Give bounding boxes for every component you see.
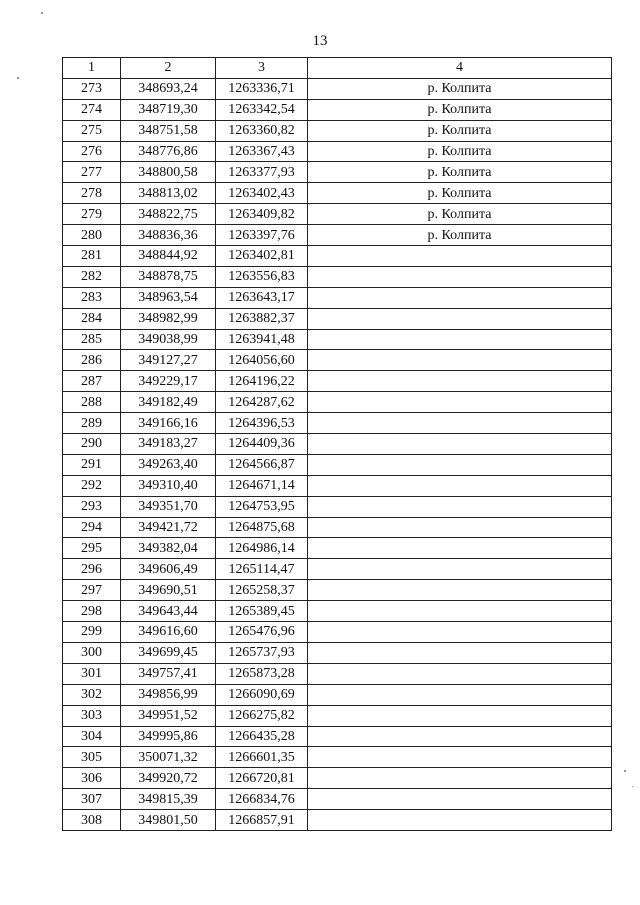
description-cell bbox=[308, 726, 612, 747]
table-row bbox=[63, 308, 612, 329]
description-cell bbox=[308, 246, 612, 267]
x-coordinate-cell: 349801,50 bbox=[121, 810, 216, 831]
description-cell bbox=[308, 434, 612, 455]
y-coordinate-cell: 1265476,96 bbox=[216, 622, 308, 643]
description-cell bbox=[308, 329, 612, 350]
description-cell bbox=[308, 496, 612, 517]
y-coordinate-cell: 1263342,54 bbox=[216, 99, 308, 120]
y-coordinate-cell: 1266834,76 bbox=[216, 789, 308, 810]
point-number-cell: 292 bbox=[63, 475, 121, 496]
y-coordinate-cell: 1265873,28 bbox=[216, 663, 308, 684]
y-coordinate-cell: 1264671,14 bbox=[216, 475, 308, 496]
table-row bbox=[63, 496, 612, 517]
y-coordinate-cell: 1263556,83 bbox=[216, 266, 308, 287]
point-number-cell: 278 bbox=[63, 183, 121, 204]
table-row bbox=[63, 413, 612, 434]
x-coordinate-cell: 349421,72 bbox=[121, 517, 216, 538]
y-coordinate-cell: 1266435,28 bbox=[216, 726, 308, 747]
x-coordinate-cell: 350071,32 bbox=[121, 747, 216, 768]
description-cell bbox=[308, 642, 612, 663]
y-coordinate-cell: 1266275,82 bbox=[216, 705, 308, 726]
table-row bbox=[63, 78, 612, 99]
point-number-cell: 276 bbox=[63, 141, 121, 162]
table-row bbox=[63, 726, 612, 747]
x-coordinate-cell: 348776,86 bbox=[121, 141, 216, 162]
description-cell bbox=[308, 684, 612, 705]
description-cell bbox=[308, 538, 612, 559]
description-cell bbox=[308, 559, 612, 580]
coordinates-table-container bbox=[62, 57, 612, 831]
point-number-cell: 305 bbox=[63, 747, 121, 768]
description-cell bbox=[308, 705, 612, 726]
table-row bbox=[63, 580, 612, 601]
y-coordinate-cell: 1265737,93 bbox=[216, 642, 308, 663]
x-coordinate-cell: 349815,39 bbox=[121, 789, 216, 810]
y-coordinate-cell: 1263882,37 bbox=[216, 308, 308, 329]
x-coordinate-cell: 348693,24 bbox=[121, 78, 216, 99]
x-coordinate-cell: 349263,40 bbox=[121, 454, 216, 475]
x-coordinate-cell: 349183,27 bbox=[121, 434, 216, 455]
x-coordinate-cell: 348844,92 bbox=[121, 246, 216, 267]
point-number-cell: 275 bbox=[63, 120, 121, 141]
description-cell: р. Колпита bbox=[308, 120, 612, 141]
description-cell bbox=[308, 475, 612, 496]
y-coordinate-cell: 1264566,87 bbox=[216, 454, 308, 475]
x-coordinate-cell: 348751,58 bbox=[121, 120, 216, 141]
point-number-cell: 273 bbox=[63, 78, 121, 99]
point-number-cell: 284 bbox=[63, 308, 121, 329]
table-row bbox=[63, 663, 612, 684]
point-number-cell: 291 bbox=[63, 454, 121, 475]
point-number-cell: 307 bbox=[63, 789, 121, 810]
point-number-cell: 308 bbox=[63, 810, 121, 831]
y-coordinate-cell: 1263409,82 bbox=[216, 204, 308, 225]
table-row bbox=[63, 287, 612, 308]
x-coordinate-cell: 349382,04 bbox=[121, 538, 216, 559]
point-number-cell: 301 bbox=[63, 663, 121, 684]
x-coordinate-cell: 349166,16 bbox=[121, 413, 216, 434]
y-coordinate-cell: 1263367,43 bbox=[216, 141, 308, 162]
table-body bbox=[63, 78, 612, 830]
table-row bbox=[63, 538, 612, 559]
x-coordinate-cell: 349643,44 bbox=[121, 601, 216, 622]
table-header-row bbox=[63, 58, 612, 79]
point-number-cell: 279 bbox=[63, 204, 121, 225]
y-coordinate-cell: 1266090,69 bbox=[216, 684, 308, 705]
x-coordinate-cell: 349699,45 bbox=[121, 642, 216, 663]
point-number-cell: 294 bbox=[63, 517, 121, 538]
table-row bbox=[63, 559, 612, 580]
description-cell bbox=[308, 768, 612, 789]
table-row bbox=[63, 622, 612, 643]
point-number-cell: 283 bbox=[63, 287, 121, 308]
x-coordinate-cell: 349757,41 bbox=[121, 663, 216, 684]
point-number-cell: 289 bbox=[63, 413, 121, 434]
y-coordinate-cell: 1263402,43 bbox=[216, 183, 308, 204]
y-coordinate-cell: 1265389,45 bbox=[216, 601, 308, 622]
description-cell bbox=[308, 287, 612, 308]
description-cell bbox=[308, 392, 612, 413]
y-coordinate-cell: 1265114,47 bbox=[216, 559, 308, 580]
y-coordinate-cell: 1263336,71 bbox=[216, 78, 308, 99]
table-row bbox=[63, 517, 612, 538]
x-coordinate-cell: 348836,36 bbox=[121, 225, 216, 246]
x-coordinate-cell: 348822,75 bbox=[121, 204, 216, 225]
y-coordinate-cell: 1263941,48 bbox=[216, 329, 308, 350]
table-row bbox=[63, 789, 612, 810]
x-coordinate-cell: 349856,99 bbox=[121, 684, 216, 705]
description-cell bbox=[308, 517, 612, 538]
x-coordinate-cell: 349310,40 bbox=[121, 475, 216, 496]
y-coordinate-cell: 1264196,22 bbox=[216, 371, 308, 392]
point-number-cell: 290 bbox=[63, 434, 121, 455]
x-coordinate-cell: 349616,60 bbox=[121, 622, 216, 643]
table-row bbox=[63, 705, 612, 726]
x-coordinate-cell: 348800,58 bbox=[121, 162, 216, 183]
y-coordinate-cell: 1264056,60 bbox=[216, 350, 308, 371]
description-cell: р. Колпита bbox=[308, 162, 612, 183]
x-coordinate-cell: 348982,99 bbox=[121, 308, 216, 329]
description-cell bbox=[308, 580, 612, 601]
y-coordinate-cell: 1265258,37 bbox=[216, 580, 308, 601]
x-coordinate-cell: 349995,86 bbox=[121, 726, 216, 747]
point-number-cell: 304 bbox=[63, 726, 121, 747]
description-cell bbox=[308, 622, 612, 643]
description-cell bbox=[308, 747, 612, 768]
table-row bbox=[63, 183, 612, 204]
description-cell bbox=[308, 454, 612, 475]
x-coordinate-cell: 349182,49 bbox=[121, 392, 216, 413]
point-number-cell: 300 bbox=[63, 642, 121, 663]
description-cell bbox=[308, 308, 612, 329]
table-row bbox=[63, 642, 612, 663]
point-number-cell: 295 bbox=[63, 538, 121, 559]
description-cell bbox=[308, 350, 612, 371]
x-coordinate-cell: 349351,70 bbox=[121, 496, 216, 517]
y-coordinate-cell: 1264986,14 bbox=[216, 538, 308, 559]
y-coordinate-cell: 1263402,81 bbox=[216, 246, 308, 267]
description-cell: р. Колпита bbox=[308, 78, 612, 99]
description-cell bbox=[308, 789, 612, 810]
x-coordinate-cell: 349038,99 bbox=[121, 329, 216, 350]
table-row bbox=[63, 350, 612, 371]
y-coordinate-cell: 1263360,82 bbox=[216, 120, 308, 141]
header-col-3: 3 bbox=[216, 58, 308, 79]
table-row bbox=[63, 601, 612, 622]
point-number-cell: 303 bbox=[63, 705, 121, 726]
table-row bbox=[63, 475, 612, 496]
description-cell: р. Колпита bbox=[308, 141, 612, 162]
description-cell bbox=[308, 413, 612, 434]
description-cell: р. Колпита bbox=[308, 183, 612, 204]
table-row bbox=[63, 329, 612, 350]
table-row bbox=[63, 162, 612, 183]
table-row bbox=[63, 141, 612, 162]
description-cell bbox=[308, 266, 612, 287]
description-cell bbox=[308, 371, 612, 392]
description-cell: р. Колпита bbox=[308, 204, 612, 225]
table-row bbox=[63, 246, 612, 267]
header-col-4: 4 bbox=[308, 58, 612, 79]
x-coordinate-cell: 349127,27 bbox=[121, 350, 216, 371]
table-row bbox=[63, 684, 612, 705]
table-row bbox=[63, 810, 612, 831]
point-number-cell: 293 bbox=[63, 496, 121, 517]
table-row bbox=[63, 434, 612, 455]
y-coordinate-cell: 1264753,95 bbox=[216, 496, 308, 517]
y-coordinate-cell: 1264287,62 bbox=[216, 392, 308, 413]
x-coordinate-cell: 349690,51 bbox=[121, 580, 216, 601]
description-cell: р. Колпита bbox=[308, 225, 612, 246]
table-row bbox=[63, 225, 612, 246]
description-cell: р. Колпита bbox=[308, 99, 612, 120]
point-number-cell: 302 bbox=[63, 684, 121, 705]
point-number-cell: 288 bbox=[63, 392, 121, 413]
table-row bbox=[63, 266, 612, 287]
y-coordinate-cell: 1264396,53 bbox=[216, 413, 308, 434]
table-row bbox=[63, 120, 612, 141]
point-number-cell: 286 bbox=[63, 350, 121, 371]
x-coordinate-cell: 349229,17 bbox=[121, 371, 216, 392]
x-coordinate-cell: 349920,72 bbox=[121, 768, 216, 789]
point-number-cell: 298 bbox=[63, 601, 121, 622]
x-coordinate-cell: 348878,75 bbox=[121, 266, 216, 287]
point-number-cell: 277 bbox=[63, 162, 121, 183]
description-cell bbox=[308, 601, 612, 622]
x-coordinate-cell: 348963,54 bbox=[121, 287, 216, 308]
table-row bbox=[63, 371, 612, 392]
point-number-cell: 299 bbox=[63, 622, 121, 643]
x-coordinate-cell: 348813,02 bbox=[121, 183, 216, 204]
y-coordinate-cell: 1264875,68 bbox=[216, 517, 308, 538]
description-cell bbox=[308, 810, 612, 831]
point-number-cell: 281 bbox=[63, 246, 121, 267]
coordinates-table bbox=[62, 57, 612, 831]
y-coordinate-cell: 1263377,93 bbox=[216, 162, 308, 183]
header-col-2: 2 bbox=[121, 58, 216, 79]
table-row bbox=[63, 454, 612, 475]
point-number-cell: 297 bbox=[63, 580, 121, 601]
table-row bbox=[63, 392, 612, 413]
y-coordinate-cell: 1263643,17 bbox=[216, 287, 308, 308]
point-number-cell: 285 bbox=[63, 329, 121, 350]
y-coordinate-cell: 1266601,35 bbox=[216, 747, 308, 768]
table-row bbox=[63, 747, 612, 768]
point-number-cell: 306 bbox=[63, 768, 121, 789]
x-coordinate-cell: 348719,30 bbox=[121, 99, 216, 120]
point-number-cell: 282 bbox=[63, 266, 121, 287]
x-coordinate-cell: 349606,49 bbox=[121, 559, 216, 580]
y-coordinate-cell: 1266857,91 bbox=[216, 810, 308, 831]
page-number: 13 bbox=[312, 33, 328, 49]
header-col-1: 1 bbox=[63, 58, 121, 79]
table-row bbox=[63, 99, 612, 120]
y-coordinate-cell: 1264409,36 bbox=[216, 434, 308, 455]
y-coordinate-cell: 1263397,76 bbox=[216, 225, 308, 246]
point-number-cell: 296 bbox=[63, 559, 121, 580]
description-cell bbox=[308, 663, 612, 684]
x-coordinate-cell: 349951,52 bbox=[121, 705, 216, 726]
y-coordinate-cell: 1266720,81 bbox=[216, 768, 308, 789]
table-row bbox=[63, 768, 612, 789]
point-number-cell: 280 bbox=[63, 225, 121, 246]
point-number-cell: 274 bbox=[63, 99, 121, 120]
point-number-cell: 287 bbox=[63, 371, 121, 392]
table-row bbox=[63, 204, 612, 225]
